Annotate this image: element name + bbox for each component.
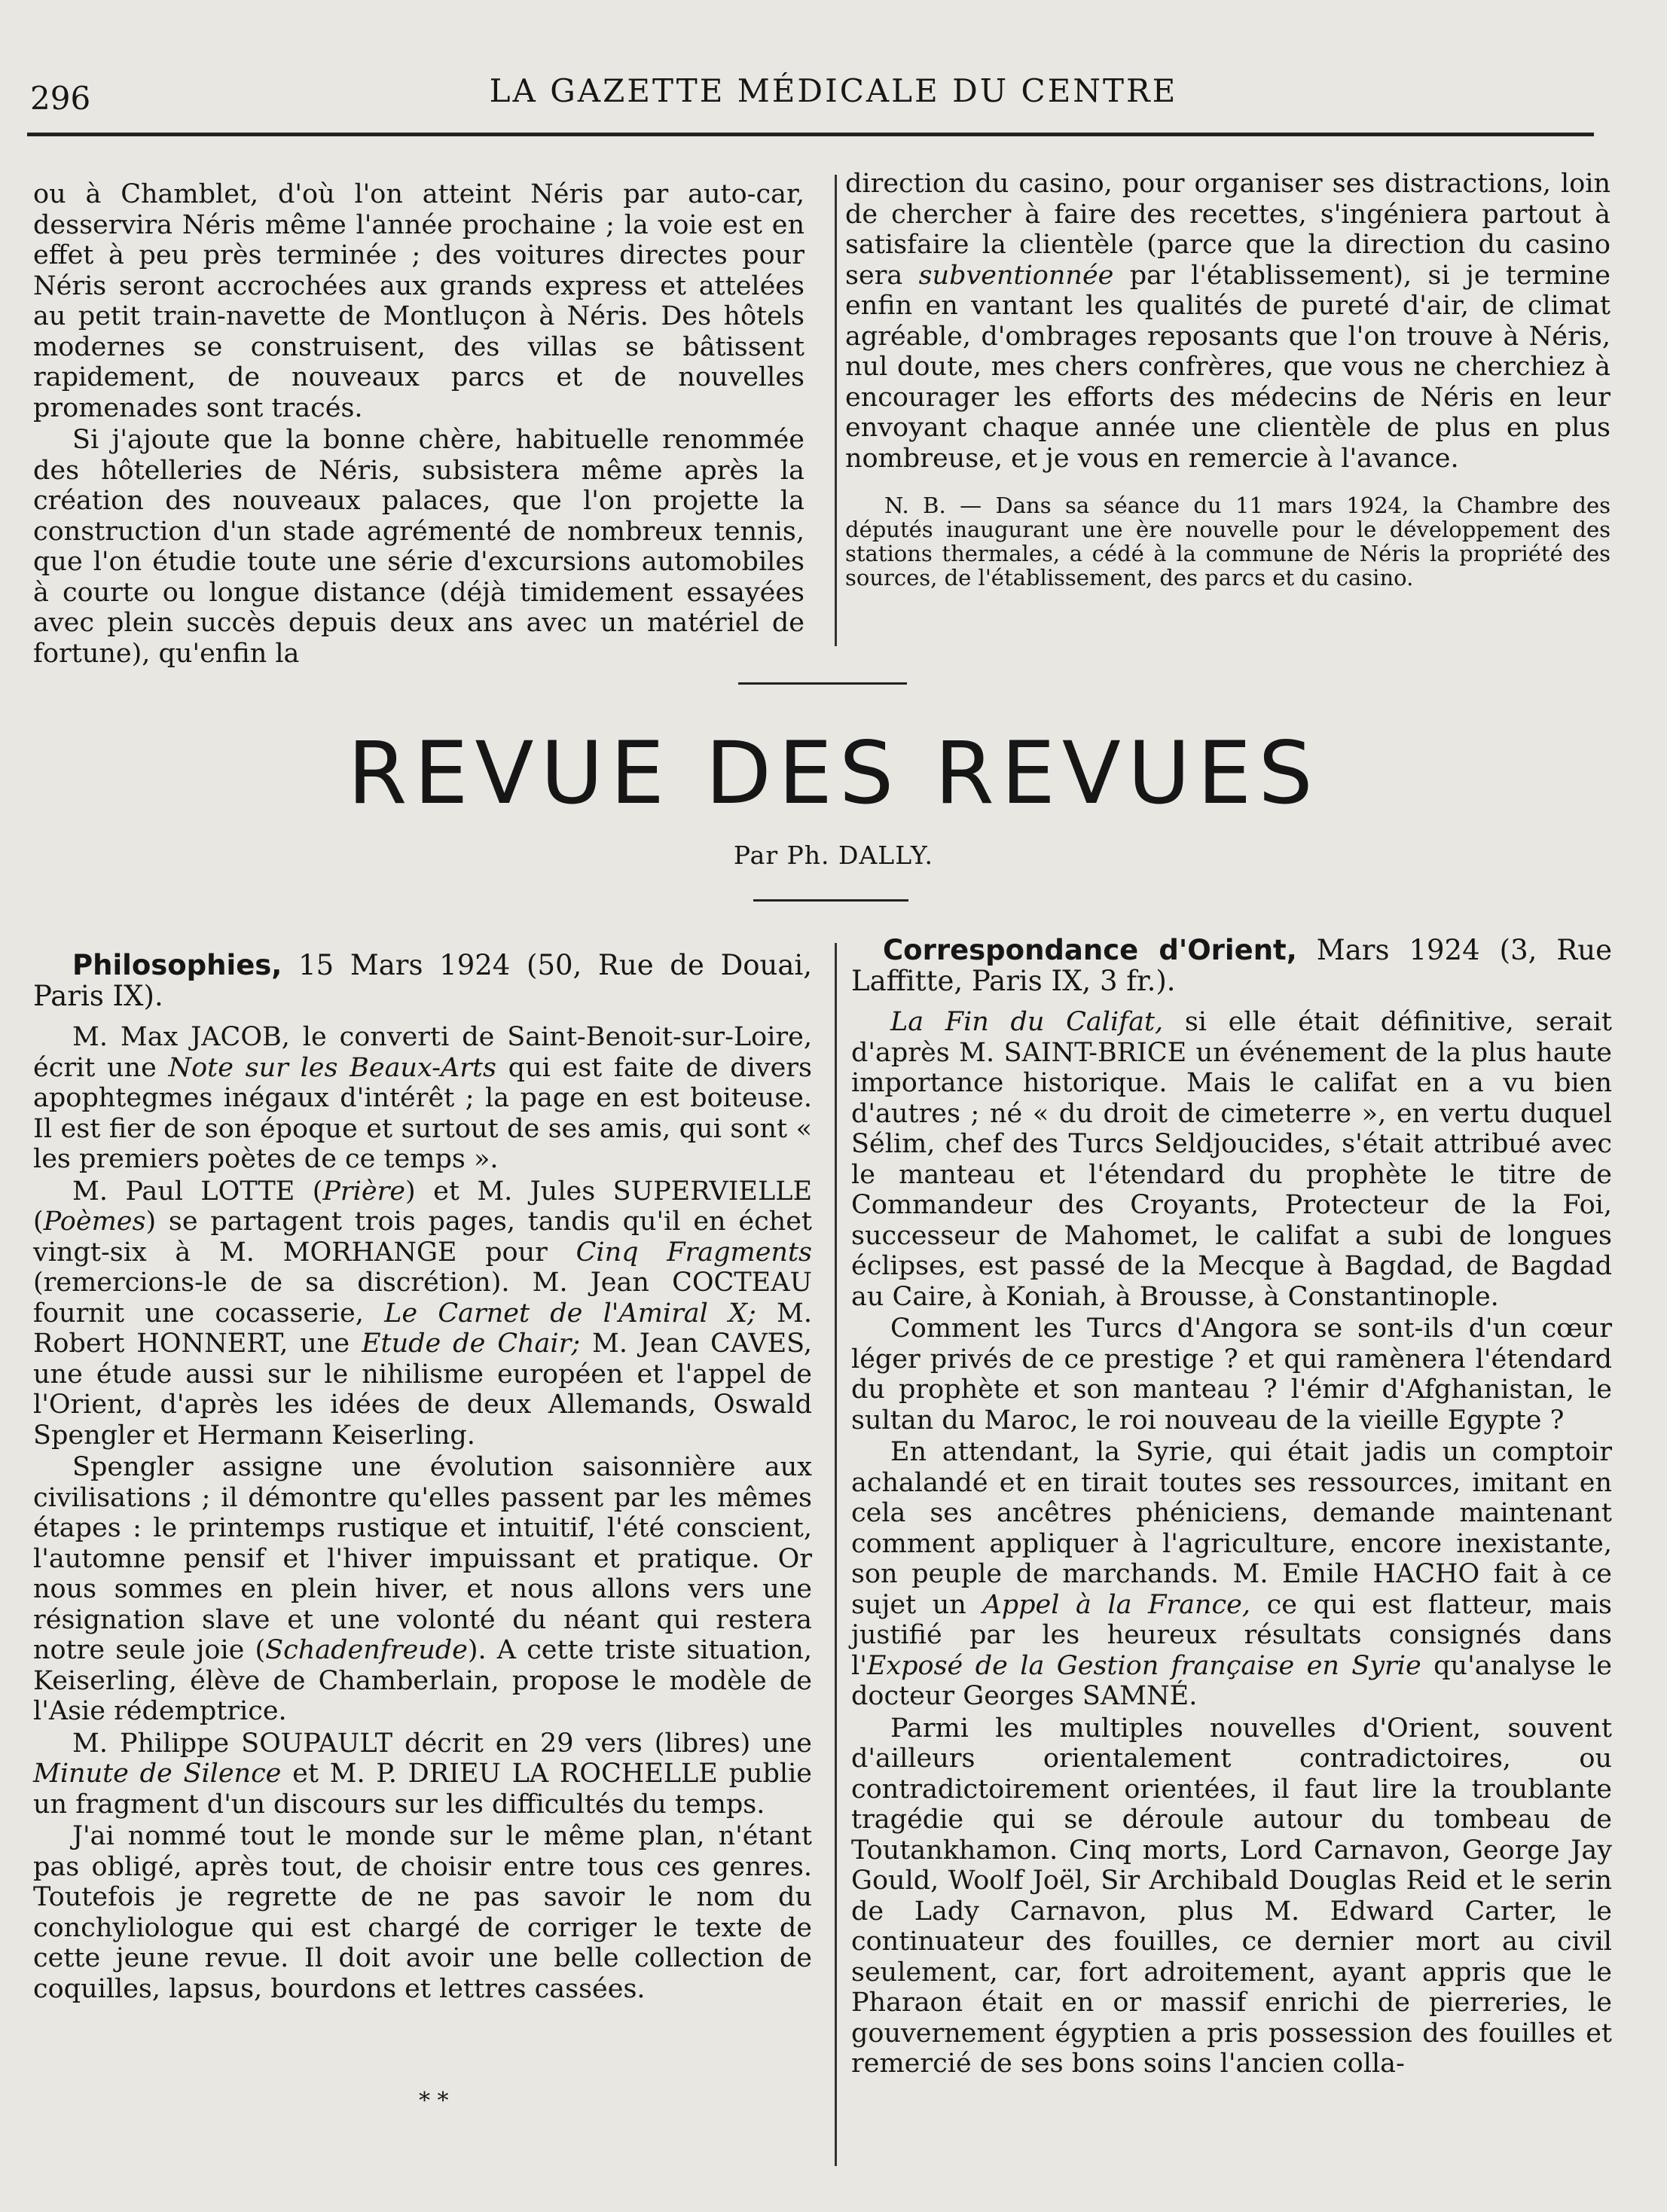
paragraph: Parmi les multiples nouvelles d'Orient, souvent d'ailleurs orientalement contradictoires, ou contradictoirement orientées, il faut lire la troublante tragédie qui se déroule autour du tombeau de Toutankhamon. Cinq morts, Lord Carnavon, George Jay Gould, Woolf Joël, Sir Archibald Douglas Reid et le serin de Lady Carnavon, plus M. Edward Carter, le continuateur des fouilles, ce dernier mort au civil seulement, car, fort adroitement, ayant appris que le Pharaon était en or massif enrichi de pierreries, le gouvernement égyptien a pris possession des fouilles et remercié de ses bons soins l'ancien colla- [851, 1713, 1612, 2079]
column-divider [835, 175, 837, 646]
journal-heading: Correspondance d'Orient, Mars 1924 (3, Rue Laffitte, Paris IX, 3 fr.). [851, 934, 1612, 997]
paragraph: Comment les Turcs d'Angora se sont-ils d'un cœur léger privés de ce prestige ? et qui ramènera l'étendard du prophète et son manteau ? l'émir d'Afghanistan, le sultan du Maroc, le roi nouveau de la vieille Egypte ? [851, 1313, 1612, 1436]
paragraph: direction du casino, pour organiser ses distractions, loin de chercher à faire des recettes, s'ingéniera partout à satisfaire la clientèle (parce que la direction du casino sera subventionnée par l'établissement), si je termine enfin en vantant les qualités de pureté d'air, de climat agréable, d'ombrages reposants que l'on trouve à Néris, nul doute, mes chers confrères, que vous ne cherchiez à encourager les efforts des médecins de Néris en leur envoyant chaque année une clientèle de plus en plus nombreuse, et je vous en remercie à l'avance. [845, 169, 1611, 474]
footnote: N. B. — Dans sa séance du 11 mars 1924, la Chambre des députés inaugurant une ère nouvelle pour le développement des stations thermales, a cédé à la commune de Néris la propriété des sources, de l'établissement, des parcs et du casino. [845, 493, 1611, 590]
paragraph: En attendant, la Syrie, qui était jadis un comptoir achalandé et en tirait toutes ses ressources, imitant en cela ses ancêtres phéniciens, demande maintenant comment appliquer à l'agriculture, encore inexistante, son peuple de marchands. M. Emile HACHO fait à ce sujet un Appel à la France, ce qui est flatteur, mais justifié par les heureux résultats consignés dans l'Exposé de la Gestion française en Syrie qu'analyse le docteur Georges SAMNÉ. [851, 1437, 1612, 1711]
paragraph: Spengler assigne une évolution saisonnière aux civilisations ; il démontre qu'elles passent par les mêmes étapes : le printemps rustique et intuitif, l'été conscient, l'automne pensif et l'hiver impuissant et pratique. Or nous sommes en plein hiver, et nous allons vers une résignation slave et une volonté du néant qui restera notre seule joie (Schadenfreude). A cette triste situation, Keiserling, élève de Chamberlain, propose le modèle de l'Asie rédemptrice. [33, 1452, 812, 1726]
section-title: REVUE DES REVUES [347, 723, 1320, 823]
paragraph: M. Max JACOB, le converti de Saint-Benoit-sur-Loire, écrit une Note sur les Beaux-Arts qui est faite de divers apophtegmes inégaux d'intérêt ; la page en est boiteuse. Il est fier de son époque et surtout de ses amis, qui sont « les premiers poètes de ce temps ». [33, 1022, 812, 1174]
section-ornament: * * [419, 2088, 449, 2114]
running-title: LA GAZETTE MÉDICALE DU CENTRE [489, 72, 1178, 109]
byline: Par Ph. DALLY. [733, 841, 934, 870]
top-left-column [33, 179, 804, 669]
paragraph: J'ai nommé tout le monde sur le même plan, n'étant pas obligé, après tout, de choisir entre tous ces genres. Toutefois je regrette de ne pas savoir le nom du conchyliologue qui est chargé de corriger le texte de cette jeune revue. Il doit avoir une belle collection de coquilles, lapsus, bourdons et lettres cassées. [33, 1821, 812, 2004]
column-divider [835, 943, 837, 2166]
byline-rule [753, 899, 908, 902]
page-number: 296 [30, 80, 91, 117]
journal-heading: Philosophies, 15 Mars 1924 (50, Rue de Douai, Paris IX). [33, 949, 812, 1012]
left-column [33, 950, 812, 2004]
paragraph: La Fin du Califat, si elle était définitive, serait d'après M. SAINT-BRICE un événement de la plus haute importance historique. Mais le califat en a vu bien d'autres ; né « du droit de cimeterre », en vertu duquel Sélim, chef des Turcs Seldjoucides, s'était attribué avec le manteau et l'étendard du prophète le titre de Commandeur des Croyants, Protecteur de la Foi, successeur de Mahomet, le califat a subi de longues éclipses, est passé de la Mecque à Bagdad, de Bagdad au Caire, à Koniah, à Brousse, à Constantinople. [851, 1007, 1612, 1312]
paragraph: M. Philippe SOUPAULT décrit en 29 vers (libres) une Minute de Silence et M. P. DRIEU LA ROCHELLE publie un fragment d'un discours sur les difficultés du temps. [33, 1728, 813, 1820]
paragraph: M. Paul LOTTE (Prière) et M. Jules SUPERVIELLE (Poèmes) se partagent trois pages, tandis qu'il en échet vingt-six à M. MORHANGE pour Cinq Fragments (remercions-le de sa discrétion). M. Jean COCTEAU fournit une cocasserie, Le Carnet de l'Amiral X; M. Robert HONNERT, une Etude de Chair; M. Jean CAVES, une étude aussi sur le nihilisme européen et l'appel de l'Orient, d'après les idées de deux Allemands, Oswald Spengler et Hermann Keiserling. [33, 1176, 813, 1451]
header-rule [27, 133, 1594, 136]
paragraph: Si j'ajoute que la bonne chère, habituelle renommée des hôtelleries de Néris, subsistera même après la création des nouveaux palaces, que l'on projette la construction d'un stade agrémenté de nombreux tennis, que l'on étudie toute une série d'excursions automobiles à courte ou longue distance (déjà timidement essayées avec plein succès depuis deux ans avec un matériel de fortune), qu'enfin la [33, 425, 804, 669]
section-rule [738, 682, 907, 685]
right-column [851, 935, 1612, 2079]
top-right-column [845, 169, 1611, 590]
paragraph: ou à Chamblet, d'où l'on atteint Néris par auto-car, desservira Néris même l'année prochaine ; la voie est en effet à peu près terminée ; des voitures directes pour Néris seront accrochées aux grands express et attelées au petit train-navette de Montluçon à Néris. Des hôtels modernes se construisent, des villas se bâtissent rapidement, de nouveaux parcs et de nouvelles promenades sont tracés. [33, 179, 804, 423]
